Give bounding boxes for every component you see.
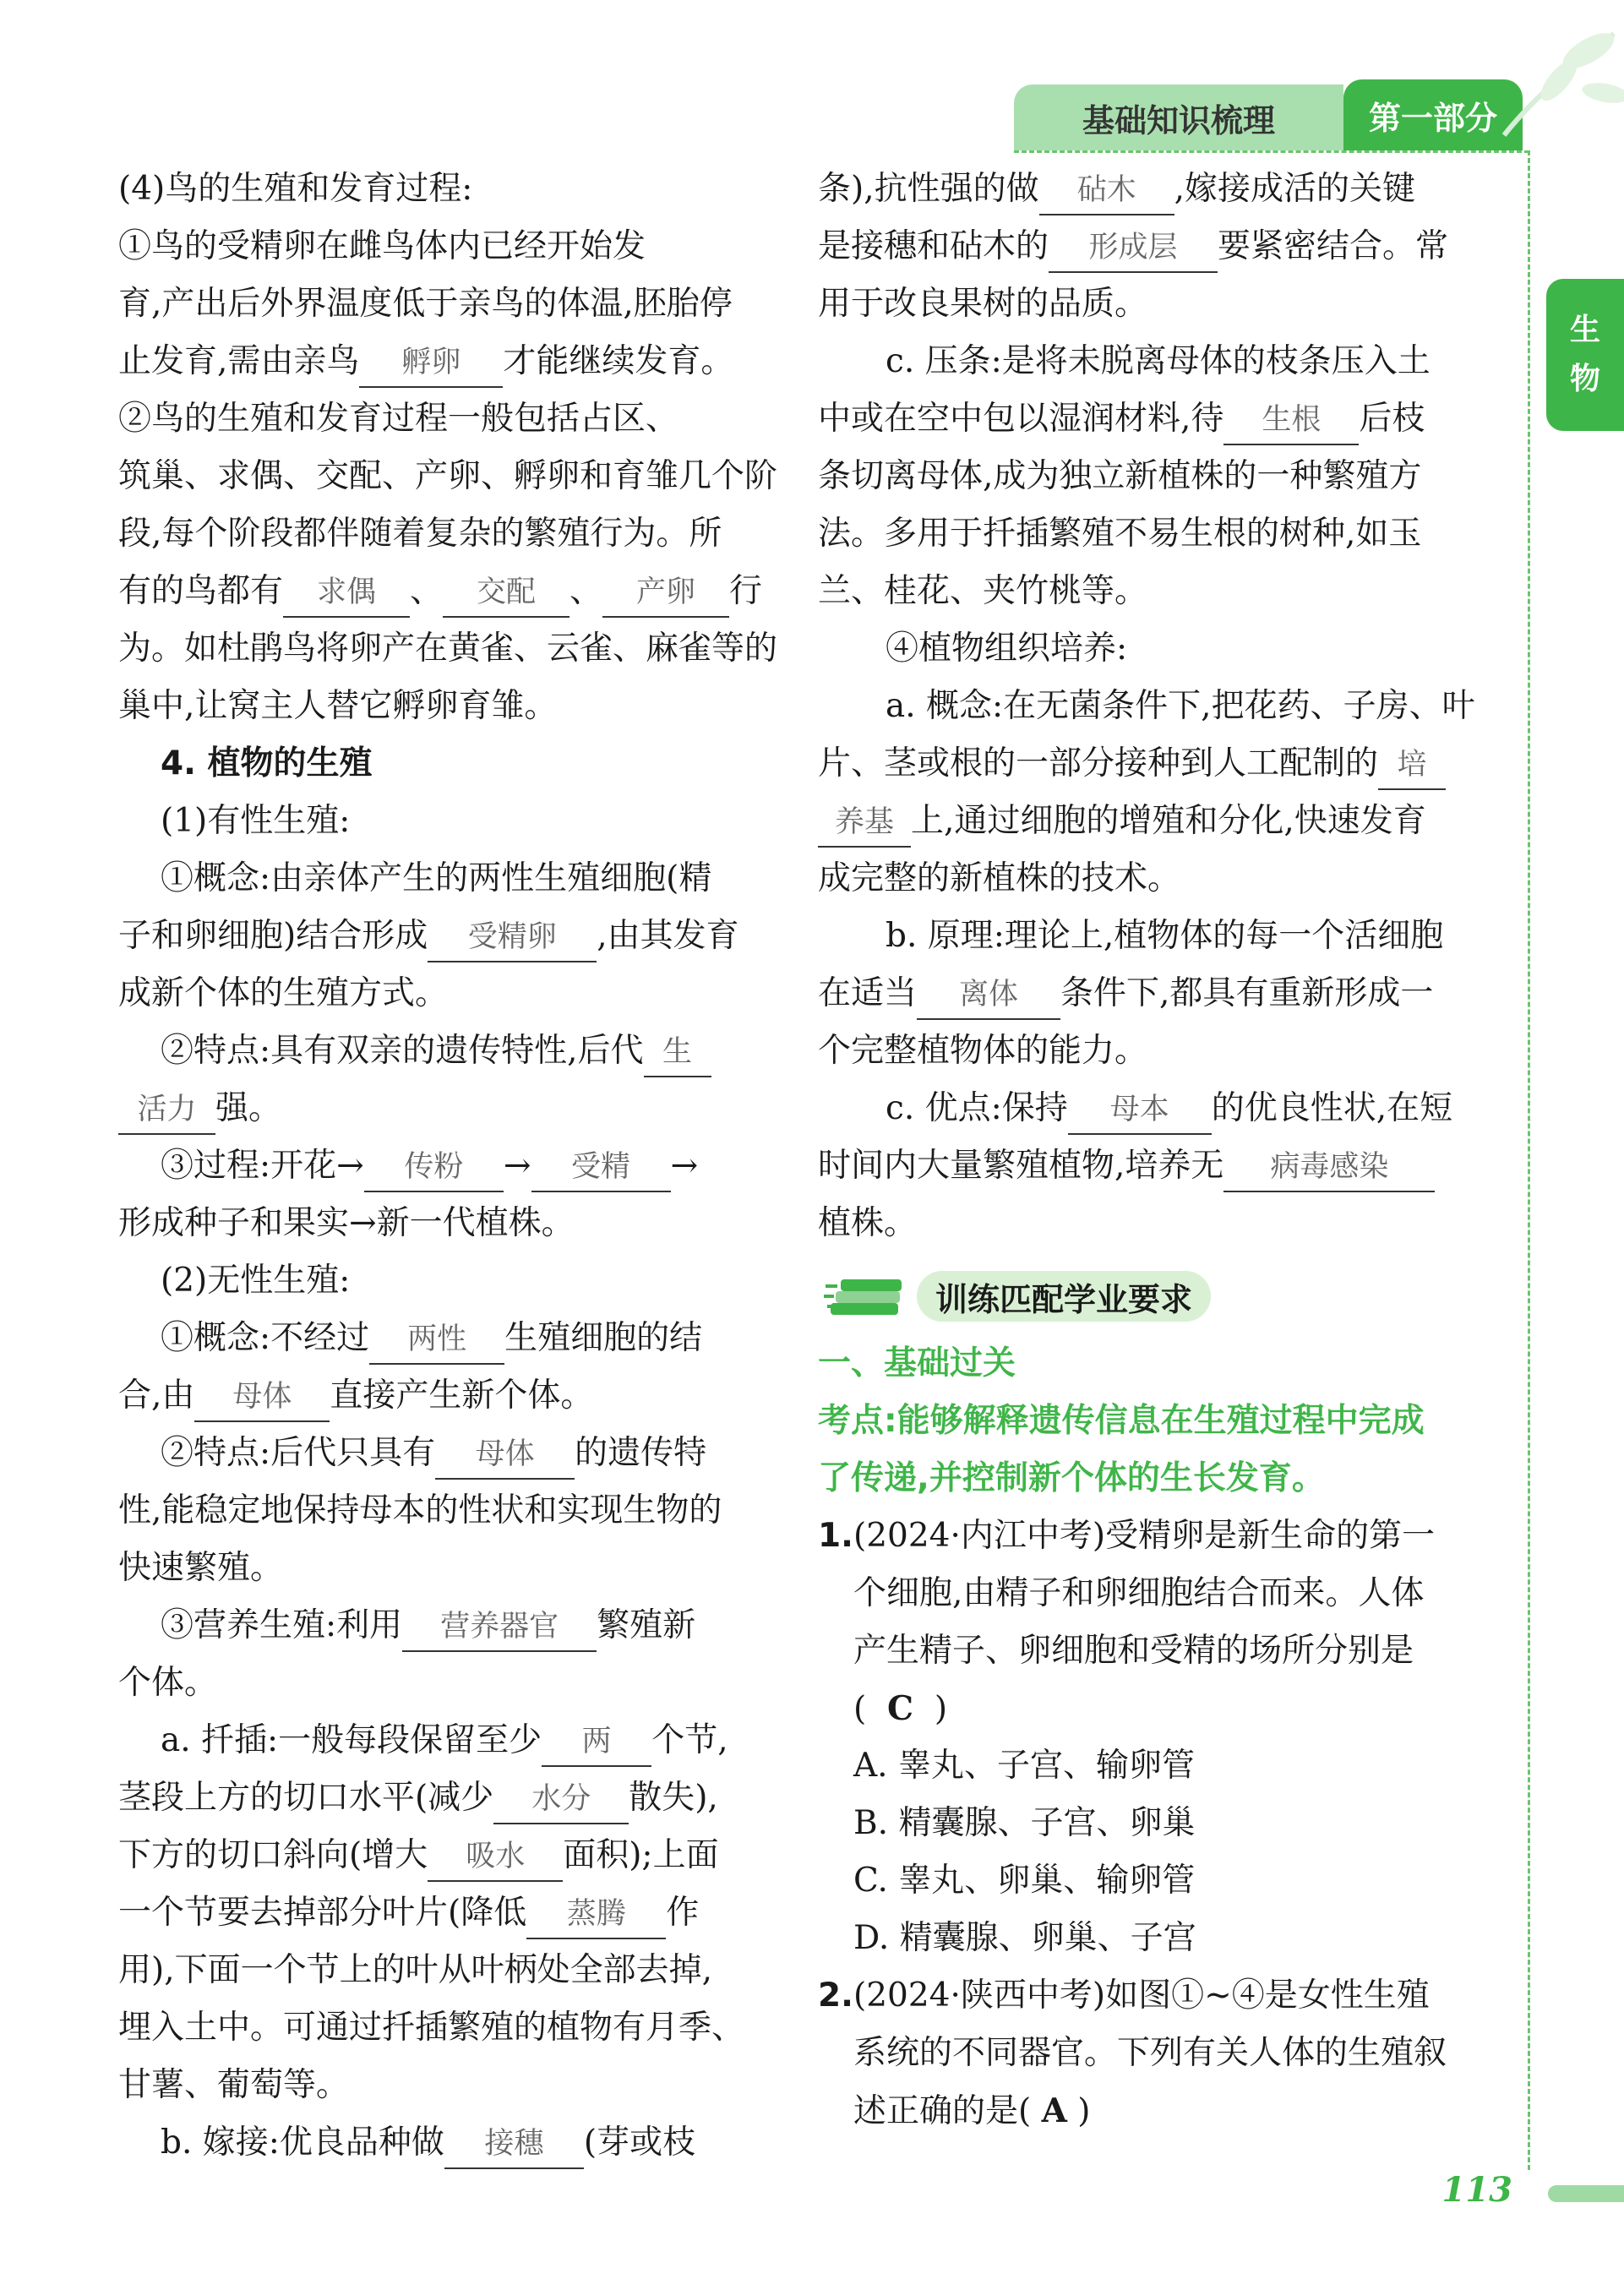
answer-blank: 蒸腾	[526, 1890, 666, 1939]
text-span: 子和卵细胞)结合形成	[118, 917, 428, 955]
text-line: 为。如杜鹃鸟将卵产在黄雀、云雀、麻雀等的	[118, 630, 778, 668]
header-dashed-line	[1014, 150, 1529, 153]
answer-blank: 病毒感染	[1223, 1143, 1435, 1192]
banner-title: 训练匹配学业要求	[917, 1271, 1211, 1322]
text-span: →	[670, 1147, 699, 1185]
answer-blank: 养基	[818, 799, 911, 848]
text-line: 育,产出后外界温度低于亲鸟的体温,胚胎停	[118, 285, 733, 323]
text-span: 繁殖新	[597, 1606, 696, 1644]
text-line: ②鸟的生殖和发育过程一般包括占区、	[118, 400, 679, 438]
text-span: 作	[666, 1894, 700, 1932]
text-line	[118, 563, 762, 620]
key-point-line: 了传递,并控制新个体的生长发育。	[818, 1459, 1325, 1497]
text-line: 成完整的新植株的技术。	[818, 859, 1181, 897]
question-text	[853, 2082, 1091, 2140]
answer-blank: 营养器官	[402, 1603, 597, 1652]
text-span: (芽或枝	[583, 2124, 696, 2162]
text-line: c. 压条:是将未脱离母体的枝条压入土	[886, 342, 1431, 380]
text-line: ①概念:由亲体产生的两性生殖细胞(精	[161, 859, 712, 897]
section-heading: 4. 植物的生殖	[161, 744, 373, 782]
bracket-close: )	[1077, 2092, 1091, 2130]
text-span: →	[503, 1147, 531, 1185]
answer-blank: 培	[1378, 741, 1446, 790]
question-text: (2024·内江中考)受精卵是新生命的第一	[853, 1517, 1436, 1555]
text-span: ,由其发育	[597, 917, 739, 955]
text-span: 、	[410, 572, 444, 610]
text-line	[161, 1310, 702, 1367]
text-span: b. 嫁接:优良品种做	[161, 2124, 444, 2162]
text-span: 直接产生新个体。	[330, 1377, 594, 1415]
text-line	[161, 1712, 728, 1769]
text-line: 筑巢、求偶、交配、产卵、孵卵和育雏几个阶	[118, 457, 778, 495]
text-span: 片、茎或根的一部分接种到人工配制的	[818, 744, 1379, 782]
answer-blank: 母体	[435, 1431, 575, 1480]
answer-blank: 形成层	[1049, 224, 1218, 273]
answer-blank: 受精卵	[428, 913, 597, 962]
text-span: 时间内大量繁殖植物,培养无	[818, 1147, 1224, 1185]
text-line	[118, 1367, 593, 1425]
text-line: 巢中,让窝主人替它孵卵育雏。	[118, 687, 558, 725]
text-line: 个体。	[118, 1664, 218, 1702]
text-line: 段,每个阶段都伴随着复杂的繁殖行为。所	[118, 515, 722, 553]
text-line	[118, 333, 733, 390]
option-b: B. 精囊腺、子宫、卵巢	[853, 1804, 1196, 1842]
text-line: ①鸟的受精卵在雌鸟体内已经开始发	[118, 227, 646, 265]
text-span: 有的鸟都有	[118, 572, 284, 610]
text-line: 性,能稳定地保持母本的性状和实现生物的	[118, 1491, 722, 1529]
text-span: 一个节要去掉部分叶片(降低	[118, 1894, 527, 1932]
text-span: a. 扦插:一般每段保留至少	[161, 1721, 542, 1759]
text-line	[161, 1597, 695, 1655]
text-span: 合,由	[118, 1377, 195, 1415]
text-span: 才能继续发育。	[503, 342, 734, 380]
text-line	[118, 908, 739, 965]
answer-blank: 孵卵	[359, 339, 503, 388]
text-line: (2)无性生殖:	[161, 1262, 351, 1300]
question-number: 2.	[818, 1976, 853, 2015]
text-span: ③营养生殖:利用	[161, 1606, 403, 1644]
text-line: 植株。	[818, 1204, 918, 1242]
text-span: 强。	[215, 1089, 282, 1127]
text-span: 生殖细胞的结	[504, 1319, 703, 1357]
text-span: 茎段上方的切口水平(减少	[118, 1779, 494, 1817]
answer-blank: 生	[644, 1028, 711, 1077]
text-line: 快速繁殖。	[118, 1549, 284, 1587]
bracket-close: )	[934, 1690, 948, 1728]
text-span: 要紧密结合。常	[1218, 227, 1449, 265]
subject-side-tab	[1546, 279, 1624, 431]
side-tab-char-2: 物	[1569, 362, 1600, 396]
books-icon	[824, 1269, 917, 1323]
text-span: 中或在空中包以湿润材料,待	[818, 400, 1224, 438]
text-span: 下方的切口斜向(增大	[118, 1836, 428, 1874]
answer-letter: A	[1041, 2091, 1067, 2130]
answer-blank: 两性	[369, 1316, 504, 1365]
text-line: 条切离母体,成为独立新植株的一种繁殖方	[818, 457, 1422, 495]
text-line	[118, 1769, 718, 1827]
text-span: ②特点:具有双亲的遗传特性,后代	[161, 1032, 644, 1070]
answer-blank: 砧木	[1039, 166, 1174, 215]
text-line: 用于改良果树的品质。	[818, 285, 1148, 323]
text-line	[818, 793, 1426, 850]
text-line: (4)鸟的生殖和发育过程:	[118, 170, 473, 208]
text-line: b. 原理:理论上,植物体的每一个活细胞	[886, 917, 1444, 955]
text-line: 个完整植物体的能力。	[818, 1032, 1148, 1070]
answer-blank: 离体	[917, 971, 1060, 1020]
key-point-line: 考点:能够解释遗传信息在生殖过程中完成	[818, 1402, 1425, 1440]
option-a: A. 睾丸、子宫、输卵管	[853, 1747, 1195, 1785]
text-line: (1)有性生殖:	[161, 802, 351, 840]
answer-bracket	[853, 1680, 947, 1737]
answer-blank: 母本	[1068, 1086, 1212, 1135]
text-span: 是接穗和砧木的	[818, 227, 1049, 265]
answer-blank: 产卵	[602, 569, 729, 618]
text-line	[818, 1137, 1435, 1195]
header-part-tab: 第一部分	[1343, 79, 1523, 150]
answer-blank: 活力	[118, 1086, 215, 1135]
text-span: 个节,	[651, 1721, 728, 1759]
answer-blank: 生根	[1223, 396, 1359, 445]
option-d: D. 精囊腺、卵巢、子宫	[853, 1919, 1196, 1957]
text-span: ①概念:不经过	[161, 1319, 370, 1357]
text-line: 甘薯、葡萄等。	[118, 2066, 350, 2104]
text-line: 用),下面一个节上的叶从叶柄处全部去掉,	[118, 1951, 713, 1989]
answer-blank: 母体	[194, 1373, 330, 1422]
answer-blank: 两	[542, 1718, 651, 1767]
text-line: 兰、桂花、夹竹桃等。	[818, 572, 1148, 610]
text-span: ,嫁接成活的关键	[1174, 170, 1416, 208]
text-span: ②特点:后代只具有	[161, 1434, 436, 1472]
text-span: 条件下,都具有重新形成一	[1060, 974, 1434, 1012]
text-line: ④植物组织培养:	[886, 630, 1128, 668]
text-line	[161, 1425, 706, 1482]
text-line: 形成种子和果实→新一代植株。	[118, 1204, 575, 1242]
question-text: (2024·陕西中考)如图①~④是女性生殖	[853, 1976, 1430, 2015]
text-span: 行	[729, 572, 763, 610]
question-text: 系统的不同器官。下列有关人体的生殖叙	[853, 2034, 1447, 2072]
text-line	[818, 218, 1448, 275]
text-span: c. 优点:保持	[886, 1089, 1068, 1127]
text-span: 条),抗性强的做	[818, 170, 1039, 208]
text-span: 后枝	[1359, 400, 1425, 438]
subsection-heading: 一、基础过关	[818, 1344, 1016, 1382]
text-line: 埋入土中。可通过扦插繁殖的植物有月季、	[118, 2009, 745, 2047]
text-span: 面积);上面	[563, 1836, 719, 1874]
text-span: 的遗传特	[575, 1434, 707, 1472]
answer-blank: 接穗	[444, 2120, 584, 2169]
text-line	[161, 1137, 698, 1195]
text-line	[118, 1080, 281, 1137]
text-span: 止发育,需由亲鸟	[118, 342, 360, 380]
text-span: ③过程:开花→	[161, 1147, 364, 1185]
text-line: 法。多用于扦插繁殖不易生根的树种,如玉	[818, 515, 1422, 553]
text-line	[886, 1080, 1452, 1137]
text-line: 成新个体的生殖方式。	[118, 974, 449, 1012]
text-line	[818, 161, 1415, 218]
text-line	[161, 2114, 695, 2172]
text-line: a. 概念:在无菌条件下,把花药、子房、叶	[886, 687, 1475, 725]
margin-dashed-line	[1528, 150, 1530, 2170]
text-span: 在适当	[818, 974, 918, 1012]
question-text: 个细胞,由精子和卵细胞结合而来。人体	[853, 1574, 1425, 1612]
text-span: 的优良性状,在短	[1211, 1089, 1453, 1127]
answer-blank: 受精	[531, 1143, 671, 1192]
text-line	[118, 1827, 719, 1884]
text-line	[818, 965, 1433, 1022]
answer-blank: 传粉	[364, 1143, 504, 1192]
answer-blank: 水分	[493, 1775, 629, 1824]
question-number: 1.	[818, 1517, 853, 1555]
text-line	[818, 390, 1425, 448]
page-number-bar	[1548, 2185, 1624, 2202]
text-span: 散失),	[629, 1779, 718, 1817]
page-number: 113	[1441, 2170, 1512, 2210]
answer-blank: 交配	[443, 569, 569, 618]
text-span: 述正确的是(	[853, 2092, 1032, 2130]
question-text: 产生精子、卵细胞和受精的场所分别是	[853, 1632, 1414, 1670]
side-tab-char-1: 生	[1569, 313, 1600, 348]
option-c: C. 睾丸、卵巢、输卵管	[853, 1862, 1196, 1900]
answer-blank: 求偶	[283, 569, 410, 618]
header-section-tab: 基础知识梳理	[1014, 85, 1343, 150]
answer-letter: C	[887, 1689, 914, 1728]
text-line	[818, 735, 1446, 793]
bracket-open: (	[853, 1690, 867, 1728]
text-line	[161, 1022, 711, 1080]
text-span: 、	[569, 572, 603, 610]
answer-blank: 吸水	[428, 1833, 563, 1882]
text-span: 上,通过细胞的增殖和分化,快速发育	[911, 802, 1426, 840]
text-line	[118, 1884, 699, 1942]
training-section-banner	[824, 1268, 1211, 1325]
